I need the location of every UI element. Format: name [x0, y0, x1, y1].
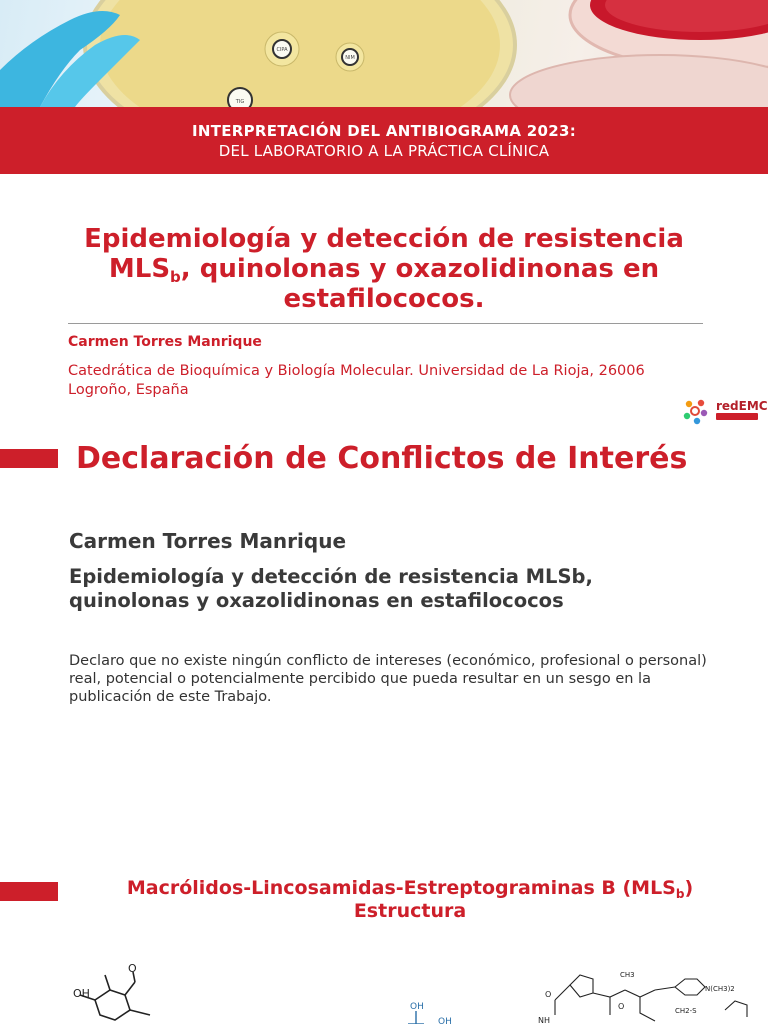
mol-label: OH	[438, 1017, 452, 1024]
declaration-text: Declaro que no existe ningún conflicto de intereses (económico, profesional o personal) real, potencial o potencialmente percibido que pueda resultar en un sesgo en la publicación de este Trabajo.	[69, 653, 707, 705]
slide1-title-line2	[40, 254, 728, 284]
slide3-title-close: )	[684, 877, 694, 899]
slide3-title-line1	[90, 877, 730, 900]
declarant-name: Carmen Torres Manrique	[69, 529, 347, 553]
mol-label: OH	[73, 987, 90, 1000]
disk-label: TIG	[235, 99, 245, 105]
section-accent-bar	[0, 882, 58, 901]
mol-label: NH	[538, 1016, 550, 1024]
section-accent-bar	[0, 449, 58, 468]
mol-label: O	[618, 1002, 625, 1011]
lab-photo-illustration	[0, 0, 768, 107]
course-banner	[0, 107, 768, 174]
author-affiliation: Catedrática de Bioquímica y Biología Molecular. Universidad de La Rioja, 26006 Logroño, España	[68, 363, 645, 398]
mol-label: CH2-S	[675, 1007, 697, 1015]
mls-text: MLS	[108, 254, 171, 284]
mol-label: N(CH3)2	[705, 985, 735, 993]
logo-text: redEMC	[716, 399, 768, 413]
mls-subscript: b	[170, 268, 181, 286]
conflict-heading: Declaración de Conflictos de Interés	[76, 441, 688, 476]
slide3-title-main: Macrólidos-Lincosamidas-Estreptograminas B (MLS	[126, 877, 676, 899]
logo-tagline-bar	[716, 413, 758, 420]
macrolide-structure	[55, 960, 175, 1024]
disk-label: CIPA	[276, 47, 288, 53]
mol-label: O	[128, 962, 137, 975]
author-name: Carmen Torres Manrique	[68, 334, 262, 350]
header-photo	[0, 0, 768, 107]
talk-topic: Epidemiología y detección de resistencia MLSb, quinolonas y oxazolidinonas en estafilococos	[69, 565, 593, 612]
slide1-title-line3: estafilococos.	[283, 284, 485, 314]
disk-label: NIM	[345, 55, 355, 61]
lincosamide-structure	[378, 995, 468, 1024]
mol-label: CH3	[620, 971, 635, 979]
banner-subtitle: DEL LABORATORIO A LA PRÁCTICA CLÍNICA	[218, 142, 550, 160]
slide1-title-line2-rest: , quinolonas y oxazolidinonas en	[180, 254, 660, 284]
streptogramin-structure	[535, 965, 765, 1024]
mol-label: O	[545, 990, 552, 999]
slide1-title	[40, 224, 728, 314]
banner-title: INTERPRETACIÓN DEL ANTIBIOGRAMA 2023:	[191, 122, 577, 140]
mls-subscript: b	[675, 887, 685, 901]
slide1-title-line1: Epidemiología y detección de resistencia	[84, 224, 684, 254]
slide3-title	[90, 877, 730, 923]
mol-label: OH	[410, 1002, 424, 1012]
divider	[68, 323, 703, 324]
slide3-title-line2: Estructura	[353, 900, 467, 922]
